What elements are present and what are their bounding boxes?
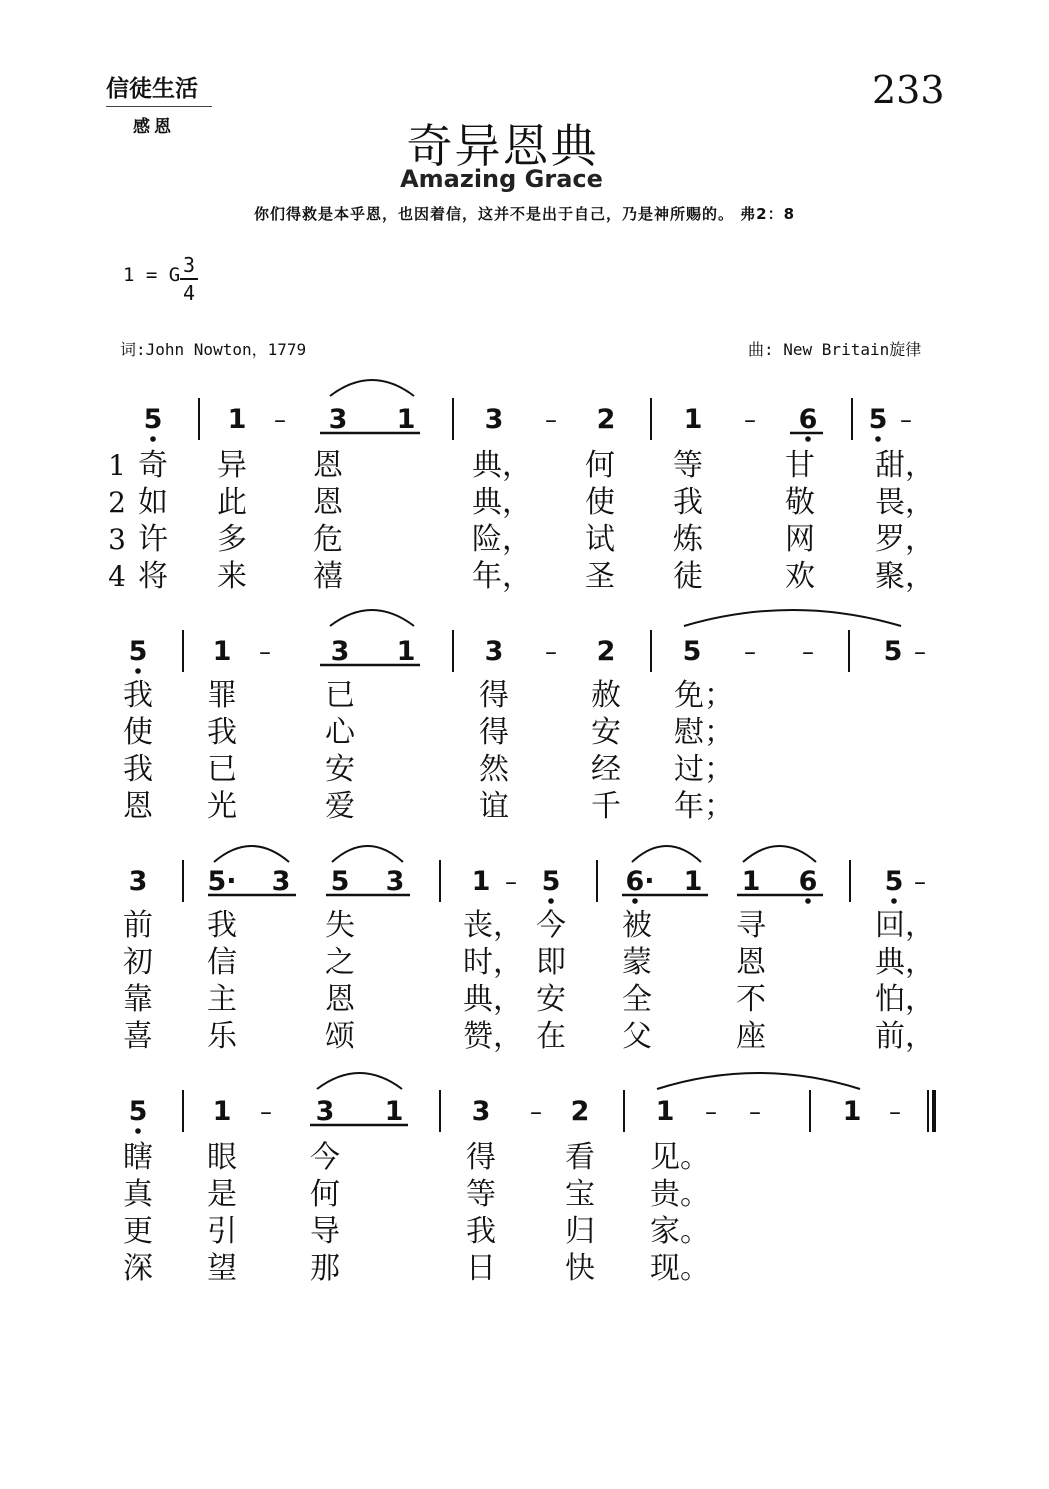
lyric-syllable: 被 <box>622 908 652 943</box>
lyric-syllable: 此 <box>217 485 247 520</box>
note: 3 <box>328 404 348 435</box>
note: 3 <box>484 404 504 435</box>
lyric-syllable: 敬 <box>785 485 815 520</box>
note: 1 <box>842 1096 862 1127</box>
lyric-syllable: 奇 <box>138 448 168 483</box>
lyric-syllable: 座 <box>736 1019 766 1054</box>
lyric-syllable: 现。 <box>650 1251 710 1286</box>
lyric-syllable: 丧， <box>463 908 523 943</box>
lyric-syllable: 炼 <box>673 522 703 557</box>
lyric-syllable: 引 <box>207 1214 237 1249</box>
note: 1 <box>212 636 232 667</box>
lyric-syllable: 使 <box>123 715 153 750</box>
note: 5 <box>868 404 888 435</box>
note: 1 <box>655 1096 675 1127</box>
lyric-syllable: 谊 <box>479 789 509 824</box>
note: 5 <box>883 636 903 667</box>
hold-dash: – <box>914 868 926 896</box>
lyric-syllable: 爱 <box>325 789 355 824</box>
lyric-syllable: 等 <box>466 1177 496 1212</box>
lyric-syllable: 更 <box>123 1214 153 1249</box>
hymn-number: 233 <box>872 68 945 112</box>
scripture-reference: 你们得救是本乎恩，也因着信，这并不是出于自己，乃是神所赐的。 弗2：8 <box>253 205 796 223</box>
lyric-syllable: 眼 <box>207 1140 237 1175</box>
lyric-syllable: 异 <box>217 448 247 483</box>
octave-dot <box>548 898 554 904</box>
lyric-syllable: 罗， <box>875 522 935 557</box>
lyric-syllable: 等 <box>673 448 703 483</box>
note: 5 <box>143 404 163 435</box>
lyric-syllable: 心 <box>325 715 355 750</box>
lyric-syllable: 多 <box>217 522 247 557</box>
lyric-syllable: 恩 <box>123 789 153 824</box>
note: 3 <box>484 636 504 667</box>
hold-dash: – <box>889 1098 901 1126</box>
note: 1 <box>396 636 416 667</box>
lyric-syllable: 归 <box>565 1214 595 1249</box>
lyric-syllable: 初 <box>123 945 153 980</box>
lyric-syllable: 然 <box>479 752 509 787</box>
verse-number: 3 <box>108 523 126 556</box>
lyric-syllable: 日 <box>466 1251 496 1286</box>
lyric-syllable: 安 <box>591 715 621 750</box>
lyric-syllable: 危 <box>313 522 343 557</box>
note: 5 <box>330 866 350 897</box>
note: 3 <box>315 1096 335 1127</box>
hymn-title-english: Amazing Grace <box>400 165 603 193</box>
lyric-syllable: 今 <box>536 908 566 943</box>
lyric-syllable: 徒 <box>673 559 703 594</box>
octave-dot <box>150 436 156 442</box>
octave-dot <box>875 436 881 442</box>
hold-dash: – <box>545 406 557 434</box>
lyric-syllable: 望 <box>207 1251 237 1286</box>
hold-dash: – <box>744 406 756 434</box>
lyric-syllable: 已 <box>207 752 237 787</box>
lyric-syllable: 乐 <box>207 1019 237 1054</box>
note: 5 <box>128 636 148 667</box>
hold-dash: – <box>274 406 286 434</box>
lyric-syllable: 赦 <box>591 678 621 713</box>
octave-dot <box>135 668 141 674</box>
lyric-syllable: 来 <box>217 559 247 594</box>
lyric-syllable: 怕， <box>875 982 935 1017</box>
lyric-syllable: 靠 <box>123 982 153 1017</box>
lyric-syllable: 年； <box>674 789 734 824</box>
note: 5· <box>207 866 237 897</box>
note: 1 <box>212 1096 232 1127</box>
note: 1 <box>396 404 416 435</box>
lyric-syllable: 全 <box>622 982 652 1017</box>
lyric-syllable: 今 <box>310 1140 340 1175</box>
note: 6 <box>798 404 818 435</box>
note: 5 <box>682 636 702 667</box>
octave-dot <box>632 898 638 904</box>
lyricist-credit: 词:John Nowton，1779 <box>120 340 307 359</box>
lyric-syllable: 使 <box>585 485 615 520</box>
lyric-syllable: 圣 <box>585 559 615 594</box>
note: 1 <box>683 404 703 435</box>
lyric-syllable: 不 <box>736 982 766 1017</box>
lyric-syllable: 经 <box>591 752 621 787</box>
lyric-syllable: 我 <box>123 752 153 787</box>
note: 5 <box>541 866 561 897</box>
lyric-syllable: 即 <box>536 945 566 980</box>
note: 1 <box>683 866 703 897</box>
lyric-syllable: 得 <box>466 1140 496 1175</box>
note: 3 <box>385 866 405 897</box>
lyric-syllable: 真 <box>123 1177 153 1212</box>
lyric-syllable: 何 <box>585 448 615 483</box>
lyric-syllable: 宝 <box>565 1177 595 1212</box>
tie-arc <box>214 846 289 862</box>
lyric-syllable: 典， <box>875 945 935 980</box>
lyric-syllable: 安 <box>325 752 355 787</box>
tie-arc <box>743 846 816 862</box>
lyric-syllable: 之 <box>325 945 355 980</box>
lyric-syllable: 得 <box>479 715 509 750</box>
lyric-syllable: 看 <box>565 1140 595 1175</box>
octave-dot <box>805 898 811 904</box>
lyric-syllable: 时， <box>463 945 523 980</box>
note: 6 <box>798 866 818 897</box>
note: 1 <box>384 1096 404 1127</box>
lyric-syllable: 甘 <box>785 448 815 483</box>
lyric-syllable: 导 <box>310 1214 340 1249</box>
lyric-syllable: 典， <box>472 485 532 520</box>
lyric-syllable: 是 <box>207 1177 237 1212</box>
tie-arc <box>330 610 414 626</box>
note: 3 <box>271 866 291 897</box>
hold-dash: – <box>545 638 557 666</box>
lyric-syllable: 深 <box>123 1251 153 1286</box>
lyric-syllable: 父 <box>622 1019 652 1054</box>
note: 5 <box>128 1096 148 1127</box>
lyric-syllable: 快 <box>565 1251 595 1286</box>
hold-dash: – <box>802 638 814 666</box>
hold-dash: – <box>505 868 517 896</box>
hold-dash: – <box>259 638 271 666</box>
lyric-syllable: 许 <box>138 522 168 557</box>
lyric-syllable: 赞， <box>463 1019 523 1054</box>
lyric-syllable: 前， <box>875 1019 935 1054</box>
tie-arc <box>317 1073 402 1089</box>
hold-dash: – <box>749 1098 761 1126</box>
lyric-syllable: 恩 <box>325 982 355 1017</box>
lyric-syllable: 前 <box>123 908 153 943</box>
lyric-syllable: 网 <box>785 522 815 557</box>
lyric-syllable: 我 <box>123 678 153 713</box>
lyric-syllable: 慰； <box>674 715 734 750</box>
lyric-syllable: 主 <box>207 982 237 1017</box>
lyric-syllable: 失 <box>325 908 355 943</box>
lyric-syllable: 典， <box>472 448 532 483</box>
note: 1 <box>741 866 761 897</box>
note: 1 <box>227 404 247 435</box>
lyric-syllable: 年， <box>472 559 532 594</box>
hymn-title: 奇异恩典 <box>406 119 599 173</box>
lyric-syllable: 在 <box>536 1019 566 1054</box>
lyric-syllable: 光 <box>207 789 237 824</box>
tie-arc <box>632 846 701 862</box>
octave-dot <box>805 436 811 442</box>
hold-dash: – <box>705 1098 717 1126</box>
lyric-syllable: 恩 <box>313 485 343 520</box>
octave-dot <box>135 1128 141 1134</box>
tie-arc <box>684 610 901 626</box>
lyric-syllable: 欢 <box>785 559 815 594</box>
lyric-syllable: 我 <box>466 1214 496 1249</box>
octave-dot <box>891 898 897 904</box>
lyric-syllable: 禧 <box>313 559 343 594</box>
note: 5 <box>884 866 904 897</box>
note: 6· <box>625 866 655 897</box>
lyric-syllable: 安 <box>536 982 566 1017</box>
tie-arc <box>657 1073 860 1089</box>
lyric-syllable: 家。 <box>650 1214 710 1249</box>
lyric-syllable: 贵。 <box>650 1177 710 1212</box>
hold-dash: – <box>900 406 912 434</box>
lyric-syllable: 颂 <box>325 1019 355 1054</box>
lyric-syllable: 得 <box>479 678 509 713</box>
hold-dash: – <box>914 638 926 666</box>
lyric-syllable: 试 <box>585 522 615 557</box>
verse-number: 4 <box>108 560 126 593</box>
lyric-syllable: 千 <box>591 789 621 824</box>
hold-dash: – <box>744 638 756 666</box>
hold-dash: – <box>530 1098 542 1126</box>
lyric-syllable: 喜 <box>123 1019 153 1054</box>
lyric-syllable: 我 <box>673 485 703 520</box>
lyric-syllable: 我 <box>207 908 237 943</box>
lyric-syllable: 畏， <box>875 485 935 520</box>
lyric-syllable: 甜， <box>875 448 935 483</box>
lyric-syllable: 将 <box>138 559 168 594</box>
lyric-syllable: 如 <box>138 485 168 520</box>
category-label: 信徒生活 <box>106 70 212 107</box>
lyric-syllable: 见。 <box>650 1140 710 1175</box>
hold-dash: – <box>260 1098 272 1126</box>
lyric-syllable: 信 <box>207 945 237 980</box>
note: 2 <box>596 636 616 667</box>
verse-number: 2 <box>108 486 126 519</box>
lyric-syllable: 罪 <box>207 678 237 713</box>
lyric-syllable: 免； <box>674 678 734 713</box>
lyric-syllable: 回， <box>875 908 935 943</box>
lyric-syllable: 典， <box>463 982 523 1017</box>
lyric-syllable: 瞎 <box>123 1140 153 1175</box>
note: 3 <box>330 636 350 667</box>
lyric-syllable: 险， <box>472 522 532 557</box>
lyric-syllable: 恩 <box>736 945 766 980</box>
lyric-syllable: 恩 <box>313 448 343 483</box>
tie-arc <box>330 380 414 396</box>
key-signature: 1 = G <box>123 264 181 286</box>
lyric-syllable: 蒙 <box>622 945 652 980</box>
lyric-syllable: 聚， <box>875 559 935 594</box>
verse-number: 1 <box>108 449 126 482</box>
note: 1 <box>471 866 491 897</box>
note: 3 <box>128 866 148 897</box>
time-signature-bottom: 4 <box>182 281 196 305</box>
lyric-syllable: 已 <box>325 678 355 713</box>
time-signature-top: 3 <box>182 253 196 277</box>
lyric-syllable: 寻 <box>736 908 766 943</box>
lyric-syllable: 何 <box>310 1177 340 1212</box>
note: 2 <box>596 404 616 435</box>
lyric-syllable: 我 <box>207 715 237 750</box>
tie-arc <box>332 846 403 862</box>
composer-credit: 曲: New Britain旋律 <box>748 340 922 359</box>
lyric-syllable: 过； <box>674 752 734 787</box>
note: 2 <box>570 1096 590 1127</box>
note: 3 <box>471 1096 491 1127</box>
subcategory-label: 感恩 <box>133 117 175 137</box>
lyric-syllable: 那 <box>310 1251 340 1286</box>
